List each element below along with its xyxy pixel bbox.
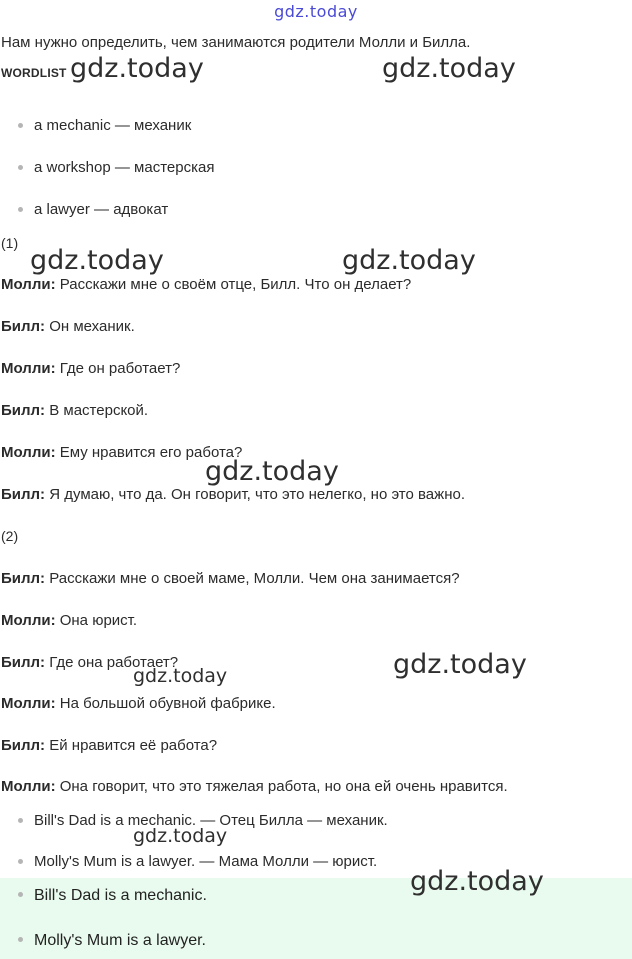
dialogue-line: Молли: Ему нравится его работа? <box>1 444 243 461</box>
speaker-name: Билл: <box>1 318 46 335</box>
wordlist-item: a lawyer — адвокат <box>18 201 168 218</box>
summary-item: Molly's Mum is a lawyer. — Мама Молли — юрист. <box>18 853 377 870</box>
watermark: gdz.today <box>133 825 228 847</box>
bullet-icon <box>18 207 23 212</box>
speaker-name: Молли: <box>1 778 56 795</box>
bullet-icon <box>18 859 23 864</box>
site-header-logo[interactable]: gdz.today <box>274 2 358 21</box>
wordlist-item: a mechanic — механик <box>18 117 191 134</box>
dialogue-line: Молли: Где он работает? <box>1 360 181 377</box>
speaker-name: Молли: <box>1 360 56 377</box>
dialogue-line: Билл: Расскажи мне о своей маме, Молли. Чем она занимается? <box>1 570 460 587</box>
dialogue-line: Билл: Он механик. <box>1 318 135 335</box>
summary-item: Bill's Dad is a mechanic. — Отец Билла — механик. <box>18 812 388 829</box>
bullet-icon <box>18 165 23 170</box>
speaker-name: Билл: <box>1 737 46 754</box>
dialogue-line: Молли: Расскажи мне о своём отце, Билл. Что он делает? <box>1 276 412 293</box>
dialogue-line: Билл: Где она работает? <box>1 654 179 671</box>
speaker-name: Билл: <box>1 654 46 671</box>
speaker-name: Билл: <box>1 402 46 419</box>
watermark: gdz.today <box>410 866 544 897</box>
speaker-name: Билл: <box>1 570 46 587</box>
speaker-name: Молли: <box>1 444 56 461</box>
section-number: (2) <box>1 528 19 544</box>
dialogue-line: Билл: Ей нравится её работа? <box>1 737 218 754</box>
watermark: gdz.today <box>30 245 164 276</box>
section-number: (1) <box>1 235 19 251</box>
watermark: gdz.today <box>133 665 228 687</box>
watermark: gdz.today <box>205 456 339 487</box>
bullet-icon <box>18 123 23 128</box>
dialogue-line: Молли: На большой обувной фабрике. <box>1 695 276 712</box>
watermark: gdz.today <box>393 649 527 680</box>
bullet-icon <box>18 892 23 897</box>
dialogue-line: Билл: В мастерской. <box>1 402 149 419</box>
dialogue-line: Молли: Она говорит, что это тяжелая работа, но она ей очень нравится. <box>1 778 508 795</box>
wordlist-item: a workshop — мастерская <box>18 159 214 176</box>
speaker-name: Молли: <box>1 612 56 629</box>
watermark: gdz.today <box>382 53 516 84</box>
bullet-icon <box>18 937 23 942</box>
dialogue-line: Билл: Я думаю, что да. Он говорит, что это нелегко, но это важно. <box>1 486 465 503</box>
answer-item: Bill's Dad is a mechanic. <box>18 887 207 905</box>
speaker-name: Молли: <box>1 695 56 712</box>
intro-text: Нам нужно определить, чем занимаются родители Молли и Билла. <box>1 34 471 51</box>
wordlist-heading: WORDLIST <box>1 66 67 80</box>
answer-item: Molly's Mum is a lawyer. <box>18 932 206 950</box>
speaker-name: Молли: <box>1 276 56 293</box>
watermark: gdz.today <box>342 245 476 276</box>
watermark: gdz.today <box>70 53 204 84</box>
speaker-name: Билл: <box>1 486 46 503</box>
bullet-icon <box>18 818 23 823</box>
dialogue-line: Молли: Она юрист. <box>1 612 138 629</box>
